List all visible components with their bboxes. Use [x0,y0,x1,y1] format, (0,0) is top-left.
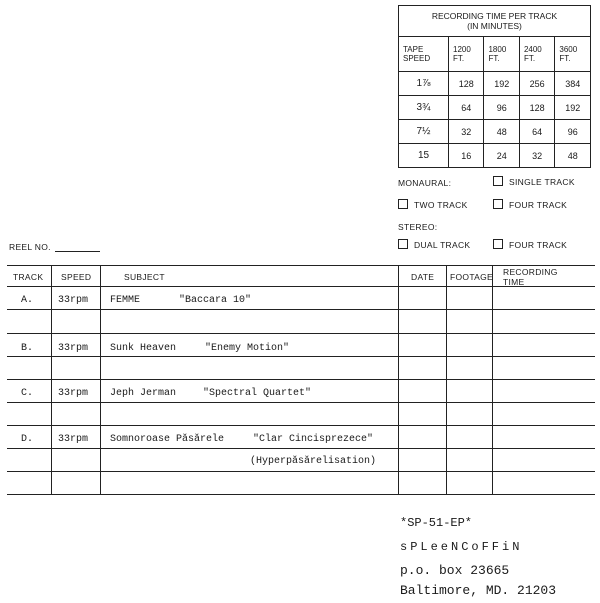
column-divider [398,266,399,494]
row-divider [7,402,595,403]
artist-name: Jeph Jerman [110,388,177,399]
time-cell: 48 [555,144,591,168]
checkbox-icon[interactable] [493,199,503,209]
recording-time-header: RECORDING TIME [503,267,558,287]
monaural-label: MONAURAL: [398,178,452,188]
row-divider [7,309,595,310]
time-cell: 16 [449,144,484,168]
speed-value: 33rpm [58,434,89,445]
recording-time-table [398,5,591,168]
column-divider [492,266,493,494]
track-title: "Clar Cincisprezece" [253,434,374,445]
track-header: TRACK [13,272,44,282]
single-track-option[interactable]: SINGLE TRACK [493,176,575,187]
address-line-2: Baltimore, MD. 21203 [400,583,557,598]
row-divider [7,425,595,426]
time-cell: 64 [449,96,484,120]
track-letter: D. [21,434,34,445]
subject-header: SUBJECT [124,272,165,282]
checkbox-icon[interactable] [493,239,503,249]
speed-value: 33rpm [58,343,89,354]
two-track-option[interactable]: TWO TRACK [398,199,468,210]
column-header: 1200 FT. [449,37,484,72]
time-cell: 192 [484,72,519,96]
reel-number-label: REEL NO. [9,242,51,252]
date-header: DATE [411,272,435,282]
row-divider [7,333,595,334]
row-divider [7,356,595,357]
time-cell: 32 [519,144,554,168]
speed-cell: 1⅞ [399,72,449,96]
row-divider [7,379,595,380]
time-cell: 128 [449,72,484,96]
time-cell: 48 [484,120,519,144]
table-row [399,144,591,168]
time-cell: 96 [484,96,519,120]
checkbox-icon[interactable] [398,239,408,249]
four-track-mono-option[interactable]: FOUR TRACK [493,199,567,210]
speed-cell: 15 [399,144,449,168]
address-line-1: p.o. box 23665 [400,563,510,578]
stereo-label: STEREO: [398,222,438,232]
artist-name: Sunk Heaven [110,343,177,354]
artist-name: FEMME [110,295,141,306]
time-cell: 384 [555,72,591,96]
speed-header: SPEED [61,272,92,282]
time-cell: 64 [519,120,554,144]
speed-value: 33rpm [58,388,89,399]
track-title: "Baccara 10" [179,295,252,306]
speed-value: 33rpm [58,295,89,306]
track-title: "Enemy Motion" [205,343,290,354]
row-divider [7,448,595,449]
checkbox-icon[interactable] [493,176,503,186]
column-divider [446,266,447,494]
track-letter: B. [21,343,34,354]
recording-time-title: RECORDING TIME PER TRACK (IN MINUTES) [399,6,591,37]
artist-name: Somnoroase Păsărele [110,434,225,445]
time-cell: 128 [519,96,554,120]
column-header: 1800 FT. [484,37,519,72]
track-title: "Spectral Quartet" [203,388,312,399]
speed-cell: 3¾ [399,96,449,120]
checkbox-icon[interactable] [398,199,408,209]
track-log-table [7,265,595,495]
time-cell: 192 [555,96,591,120]
catalog-number: *SP-51-EP* [400,516,473,530]
table-row [399,120,591,144]
time-cell: 24 [484,144,519,168]
time-cell: 32 [449,120,484,144]
track-letter: A. [21,295,34,306]
time-cell: 256 [519,72,554,96]
column-divider [100,266,101,494]
table-row [399,96,591,120]
track-subtitle: (Hyperpăsărelisation) [250,456,377,467]
four-track-stereo-option[interactable]: FOUR TRACK [493,239,567,250]
column-header: 2400 FT. [519,37,554,72]
column-header: 3600 FT. [555,37,591,72]
reel-number-field[interactable] [55,251,100,252]
time-cell: 96 [555,120,591,144]
label-name: sPLeeNCoFFiN [400,540,523,554]
speed-cell: 7½ [399,120,449,144]
row-divider [7,471,595,472]
column-divider [51,266,52,494]
dual-track-option[interactable]: DUAL TRACK [398,239,470,250]
track-letter: C. [21,388,34,399]
footage-header: FOOTAGE [450,272,494,282]
column-header: TAPE SPEED [399,37,449,72]
table-row [399,72,591,96]
